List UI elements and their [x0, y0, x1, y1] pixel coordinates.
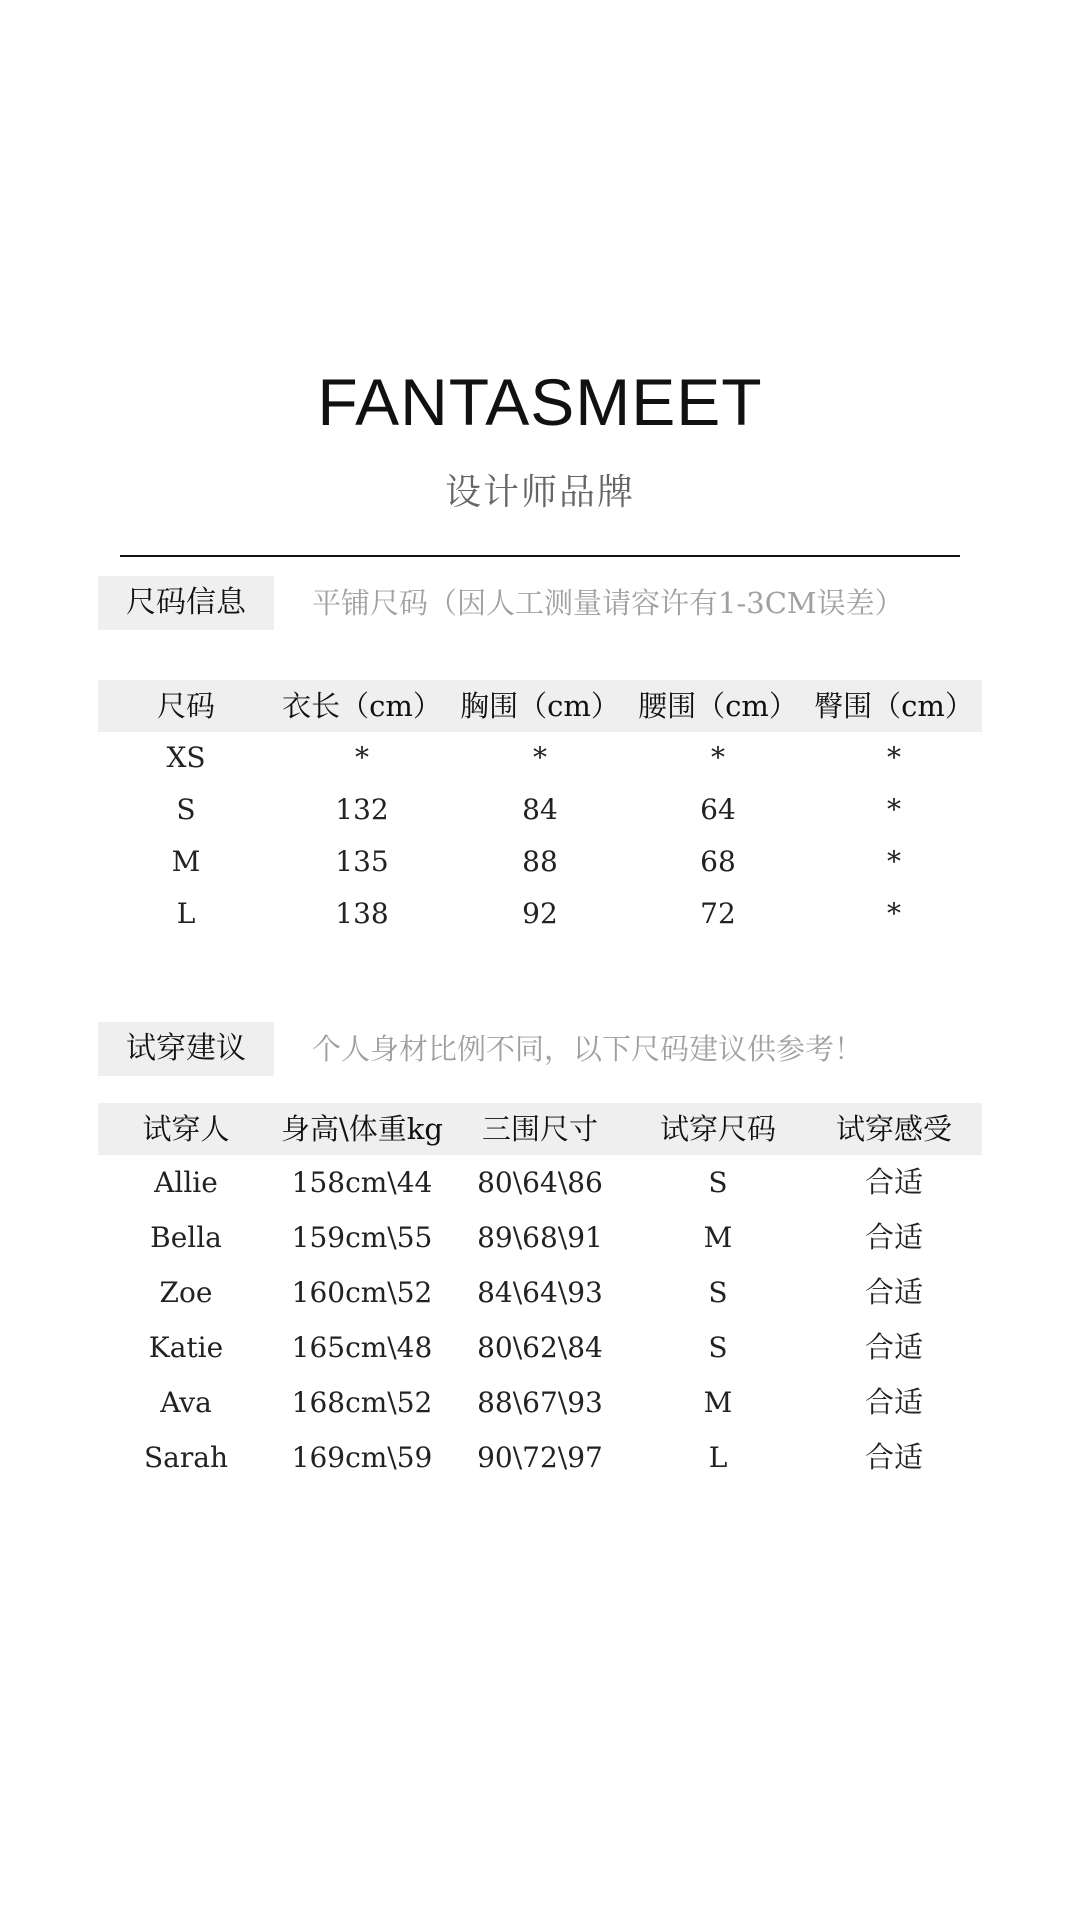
cell-length: 132	[335, 793, 389, 826]
cell-fit-feel: 合适	[864, 1165, 923, 1199]
cell-waist: 64	[700, 793, 736, 826]
table-row	[98, 888, 982, 940]
header-size: 尺码	[156, 689, 215, 723]
cell-tried-size: S	[708, 1166, 728, 1199]
cell-model: Katie	[148, 1331, 224, 1364]
cell-model: Allie	[154, 1166, 218, 1199]
header-height-weight: 身高\体重kg	[281, 1112, 443, 1146]
cell-length: 138	[335, 897, 389, 930]
header-chest: 胸围（cm）	[460, 689, 620, 723]
cell-size: L	[176, 897, 196, 930]
cell-height-weight: 159cm\55	[291, 1221, 433, 1254]
cell-fit-feel: 合适	[864, 1275, 923, 1309]
cell-fit-feel: 合适	[864, 1330, 923, 1364]
cell-measurements: 80\62\84	[477, 1331, 603, 1364]
header-model: 试穿人	[142, 1112, 230, 1146]
table-row	[98, 1320, 982, 1375]
cell-waist: *	[711, 741, 725, 774]
table-row	[98, 784, 982, 836]
table-row	[98, 1155, 982, 1210]
header-waist: 腰围（cm）	[638, 689, 798, 723]
cell-model: Ava	[160, 1386, 212, 1419]
cell-height-weight: 169cm\59	[291, 1441, 433, 1474]
cell-measurements: 80\64\86	[477, 1166, 603, 1199]
cell-tried-size: M	[703, 1386, 733, 1419]
fit-table	[98, 1103, 982, 1485]
header-hip: 臀围（cm）	[814, 689, 974, 723]
size-section-tag: 尺码信息	[98, 576, 274, 630]
table-row	[98, 836, 982, 888]
cell-height-weight: 160cm\52	[291, 1276, 433, 1309]
cell-tried-size: L	[708, 1441, 728, 1474]
cell-hip: *	[887, 897, 901, 930]
cell-model: Bella	[150, 1221, 222, 1254]
fit-table-header	[98, 1103, 982, 1155]
header-fit-feel: 试穿感受	[835, 1112, 952, 1146]
cell-tried-size: M	[703, 1221, 733, 1254]
cell-tried-size: S	[708, 1276, 728, 1309]
cell-model: Sarah	[144, 1441, 228, 1474]
cell-waist: 72	[700, 897, 736, 930]
cell-size: M	[171, 845, 201, 878]
cell-height-weight: 158cm\44	[291, 1166, 433, 1199]
cell-measurements: 89\68\91	[477, 1221, 603, 1254]
cell-hip: *	[887, 741, 901, 774]
table-row	[98, 1375, 982, 1430]
fit-section-tag: 试穿建议	[98, 1022, 274, 1076]
cell-size: XS	[166, 741, 206, 774]
fit-section-note: 个人身材比例不同，以下尺码建议供参考！	[312, 1032, 864, 1066]
cell-fit-feel: 合适	[864, 1385, 923, 1419]
fit-section-header	[98, 1022, 998, 1076]
size-section-note: 平铺尺码（因人工测量请容许有1-3CM误差）	[312, 586, 904, 620]
cell-fit-feel: 合适	[864, 1220, 923, 1254]
header-tried-size: 试穿尺码	[659, 1112, 776, 1146]
cell-waist: 68	[700, 845, 736, 878]
cell-size: S	[176, 793, 196, 826]
cell-measurements: 88\67\93	[477, 1386, 603, 1419]
brand-title: FANTASMEET	[317, 365, 763, 439]
cell-length: *	[355, 741, 369, 774]
header-length: 衣长（cm）	[282, 689, 442, 723]
cell-hip: *	[887, 845, 901, 878]
size-table-header	[98, 680, 982, 732]
size-section-header	[98, 576, 998, 630]
cell-model: Zoe	[159, 1276, 213, 1309]
cell-chest: 92	[522, 897, 558, 930]
header-measurements: 三围尺寸	[481, 1112, 598, 1146]
cell-tried-size: S	[708, 1331, 728, 1364]
divider	[120, 555, 960, 557]
cell-chest: *	[533, 741, 547, 774]
cell-hip: *	[887, 793, 901, 826]
cell-measurements: 90\72\97	[477, 1441, 603, 1474]
table-row	[98, 1430, 982, 1485]
cell-length: 135	[335, 845, 389, 878]
table-row	[98, 1210, 982, 1265]
cell-measurements: 84\64\93	[477, 1276, 603, 1309]
brand-subtitle: 设计师品牌	[444, 472, 635, 513]
cell-fit-feel: 合适	[864, 1440, 923, 1474]
size-table	[98, 680, 982, 940]
table-row	[98, 732, 982, 784]
cell-chest: 88	[522, 845, 558, 878]
cell-height-weight: 168cm\52	[291, 1386, 433, 1419]
cell-chest: 84	[522, 793, 558, 826]
cell-height-weight: 165cm\48	[291, 1331, 433, 1364]
table-row	[98, 1265, 982, 1320]
